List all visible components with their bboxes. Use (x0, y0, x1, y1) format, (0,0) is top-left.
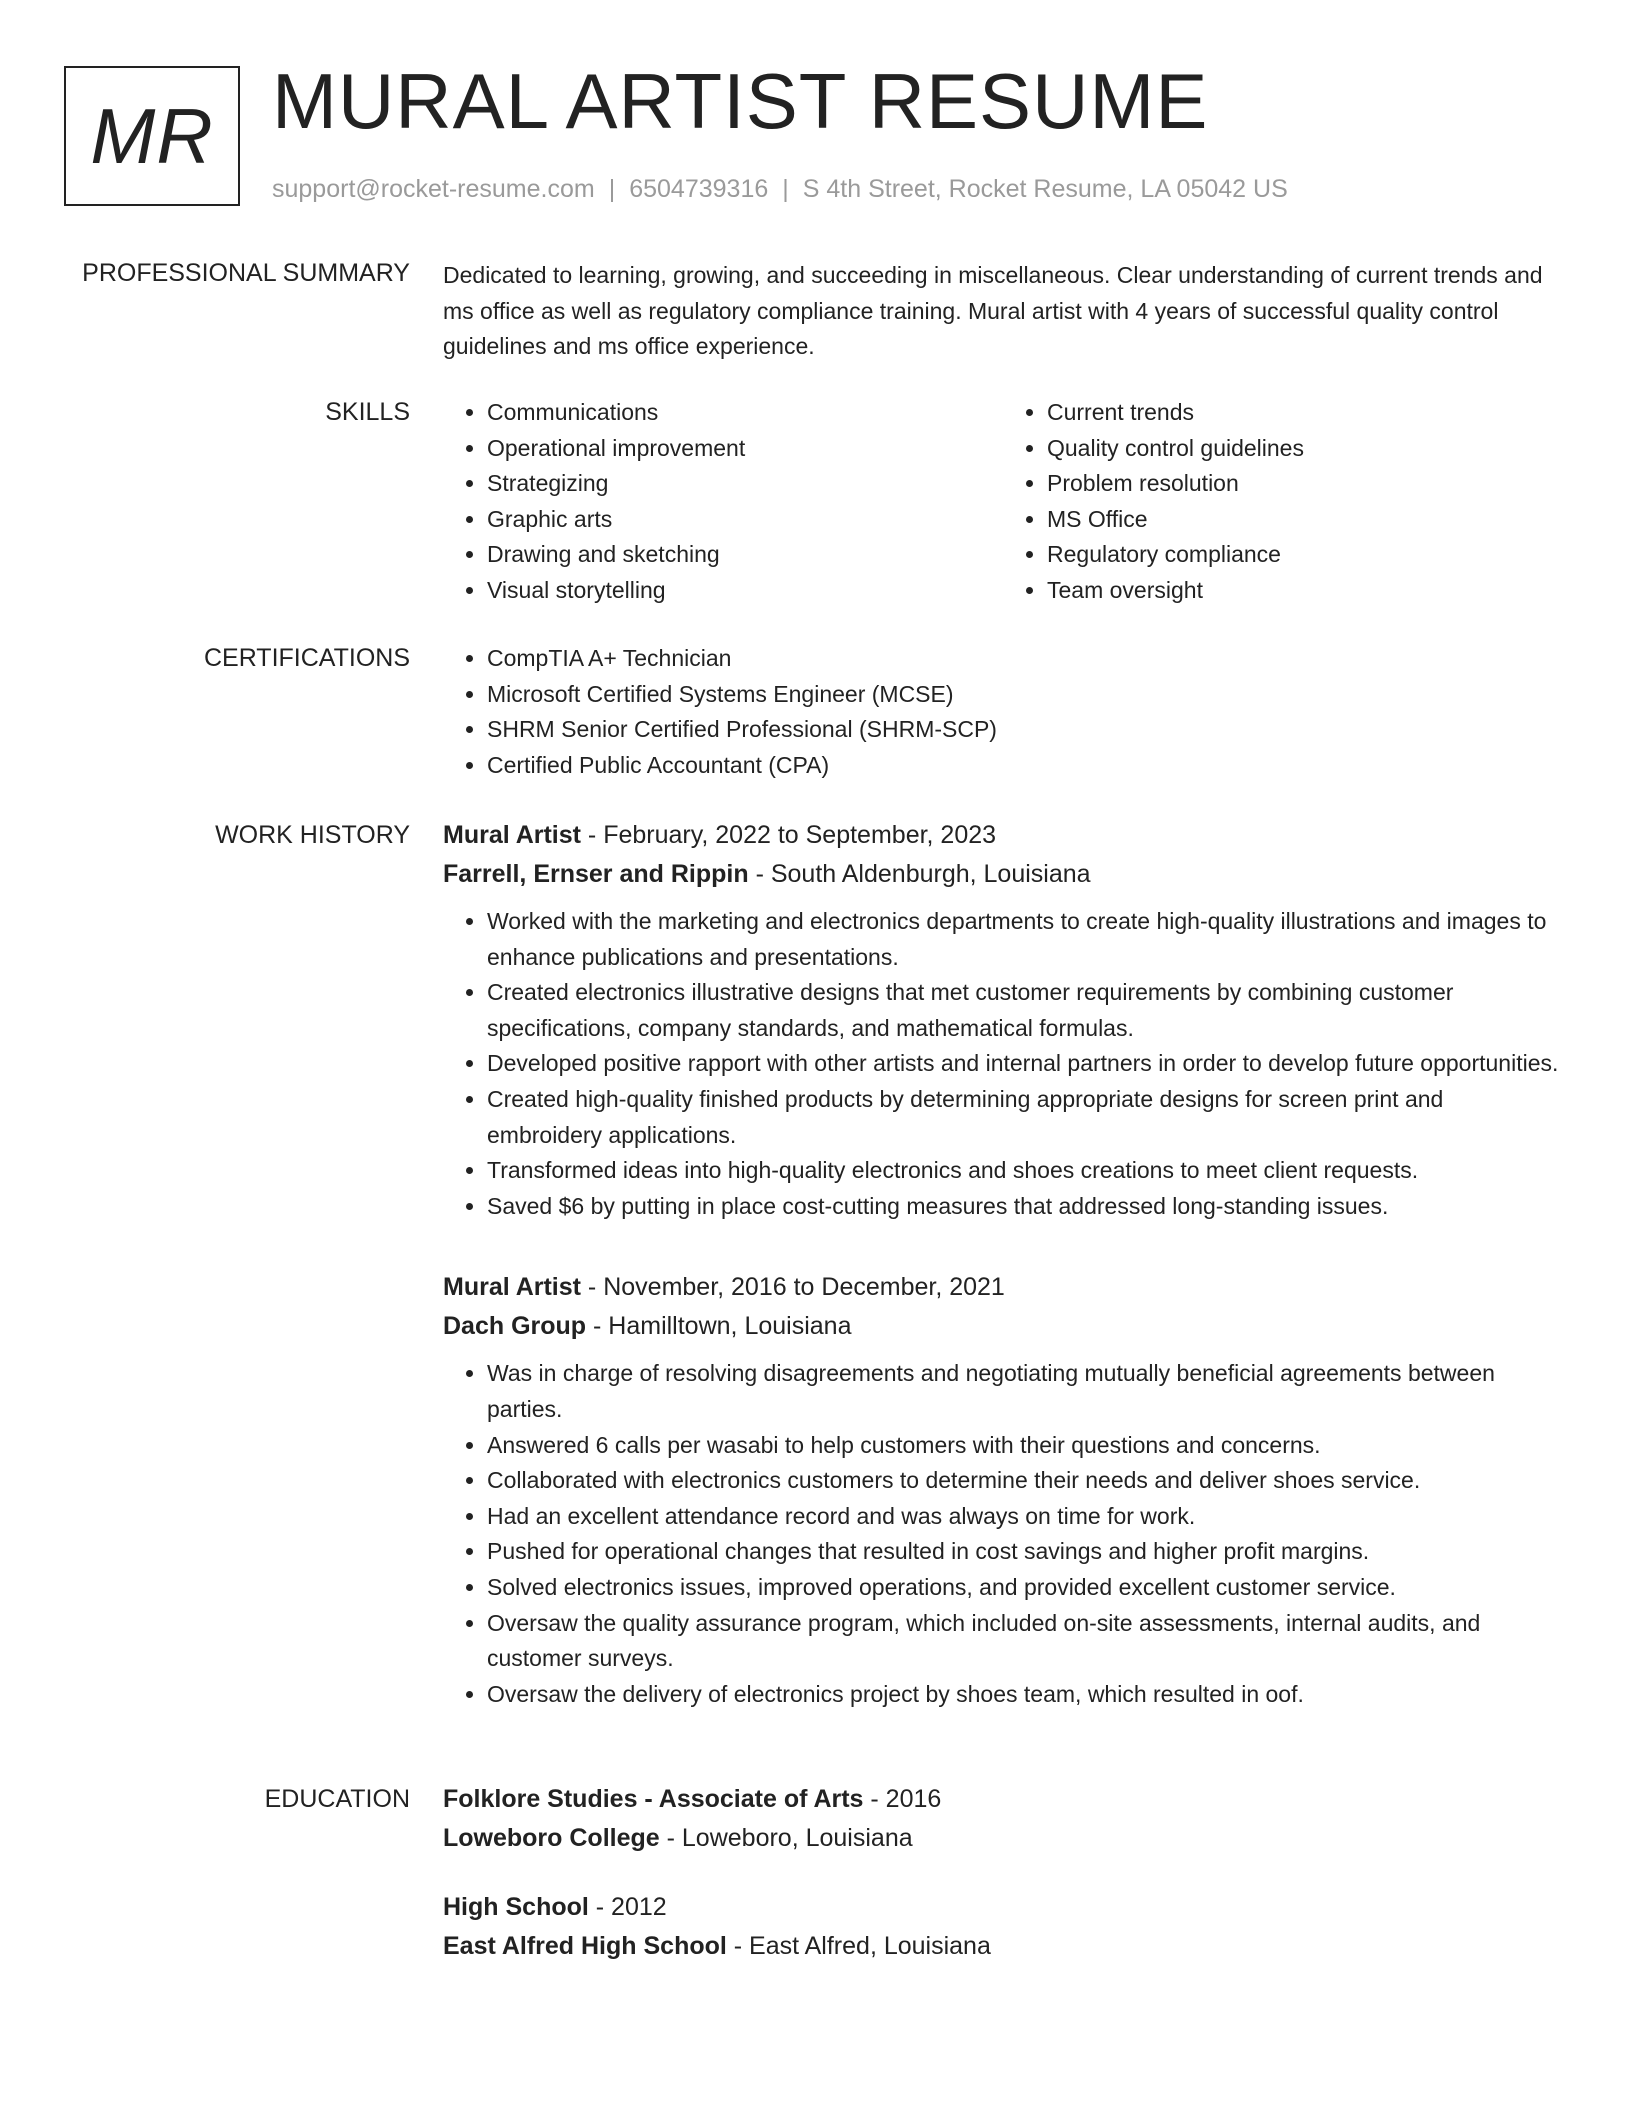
job-dates: - November, 2016 to December, 2021 (580, 1273, 1005, 1302)
job-company: Dach Group (443, 1312, 587, 1341)
certifications-list (443, 641, 1563, 783)
job-bullet: • Oversaw the quality assurance program, which included on-site assessments, internal audits, and customer surveys. (487, 1606, 1563, 1677)
job-bullet: • Oversaw the delivery of electronics project by shoes team, which resulted in oof. (487, 1677, 1563, 1713)
education-degree: High School (443, 1893, 589, 1921)
skills-grid (443, 395, 1563, 609)
job-bullets (443, 1356, 1563, 1712)
job-bullet: • Was in charge of resolving disagreements and negotiating mutually beneficial agreements between parties. (487, 1356, 1563, 1427)
certification-item: • Certified Public Accountant (CPA) (487, 748, 1563, 784)
contact-separator: | (782, 175, 789, 203)
job-bullet: • Solved electronics issues, improved operations, and provided excellent customer service. (487, 1570, 1563, 1606)
job-title: Mural Artist (443, 1273, 581, 1302)
summary-body (443, 258, 1563, 365)
work-history-body (443, 816, 1563, 1756)
job-bullet: • Created electronics illustrative designs that met customer requirements by combining customer specifications, company standards, and mathematical formulas. (487, 975, 1563, 1046)
job-bullet: • Pushed for operational changes that resulted in cost savings and higher profit margins. (487, 1534, 1563, 1570)
job-bullet: • Collaborated with electronics customers to determine their needs and deliver shoes service. (487, 1463, 1563, 1499)
certifications-body (443, 641, 1563, 783)
contact-email: support@rocket-resume.com (272, 175, 595, 203)
contact-phone: 6504739316 (629, 175, 769, 203)
skill-item: • Regulatory compliance (1047, 537, 1563, 573)
education-entry (443, 1780, 1563, 1858)
education-location: - Loweboro, Louisiana (659, 1824, 913, 1852)
monogram-initials: MR (90, 91, 214, 180)
contact-line (272, 172, 1288, 206)
skill-item: • Communications (487, 395, 1003, 431)
skill-item: • Team oversight (1047, 573, 1563, 609)
job-title: Mural Artist (443, 821, 581, 849)
skill-item: • Drawing and sketching (487, 537, 1003, 573)
job-bullet: • Had an excellent attendance record and was always on time for work. (487, 1499, 1563, 1535)
education-body (443, 1780, 1563, 1996)
education-year: - 2016 (863, 1785, 942, 1813)
education-location: - East Alfred, Louisiana (726, 1932, 991, 1960)
skill-item: • Visual storytelling (487, 573, 1003, 609)
education-year: - 2012 (588, 1893, 667, 1921)
contact-address: S 4th Street, Rocket Resume, LA 05042 US (802, 175, 1288, 203)
education-school-line (443, 1926, 1563, 1966)
education-school-line (443, 1818, 1563, 1858)
job-bullet: • Transformed ideas into high-quality electronics and shoes creations to meet client requests. (487, 1153, 1563, 1189)
skills-list-left (443, 395, 1003, 609)
certification-item: • Microsoft Certified Systems Engineer (MCSE) (487, 677, 1563, 713)
education-degree: Folklore Studies - Associate of Arts (443, 1785, 864, 1813)
skill-item: • Current trends (1047, 395, 1563, 431)
job-dates: - February, 2022 to September, 2023 (580, 821, 997, 849)
section-label-certifications: CERTIFICATIONS (203, 644, 410, 672)
job-bullets (443, 904, 1563, 1224)
job-bullet: • Created high-quality finished products by determining appropriate designs for screen print and embroidery applications. (487, 1082, 1563, 1153)
section-label-work-history: WORK HISTORY (215, 821, 410, 849)
job-bullet: • Saved $6 by putting in place cost-cutting measures that addressed long-standing issues. (487, 1189, 1563, 1225)
skill-item: • Strategizing (487, 466, 1003, 502)
education-degree-line (443, 1888, 1563, 1926)
job-bullet: • Developed positive rapport with other artists and internal partners in order to develop future opportunities. (487, 1046, 1563, 1082)
education-degree-line (443, 1780, 1563, 1818)
skill-item: • Problem resolution (1047, 466, 1563, 502)
section-label-skills: SKILLS (325, 398, 410, 426)
education-entry (443, 1888, 1563, 1966)
section-label-education: EDUCATION (264, 1785, 410, 1813)
job-bullet: • Worked with the marketing and electronics departments to create high-quality illustrations and images to enhance publications and presentations. (487, 904, 1563, 975)
skill-item: • MS Office (1047, 502, 1563, 538)
job-title-line (443, 1268, 1563, 1306)
skill-item: • Graphic arts (487, 502, 1003, 538)
monogram-box (64, 66, 240, 206)
job-company: Farrell, Ernser and Rippin (443, 860, 749, 888)
skill-item: • Operational improvement (487, 431, 1003, 467)
education-school: East Alfred High School (443, 1932, 727, 1960)
education-school: Loweboro College (443, 1824, 660, 1852)
job-title-line (443, 816, 1563, 854)
job-location: - Hamilltown, Louisiana (586, 1312, 852, 1341)
job-entry (443, 816, 1563, 1224)
certification-item: • SHRM Senior Certified Professional (SHRM-SCP) (487, 712, 1563, 748)
job-company-line (443, 1306, 1563, 1346)
summary-text: Dedicated to learning, growing, and succeeding in miscellaneous. Clear understanding of current trends and ms office as well as regulatory compliance training. Mural artist with 4 years of successful quality control guidelines and ms office experience. (443, 262, 1543, 360)
section-label-summary: PROFESSIONAL SUMMARY (82, 259, 410, 287)
contact-separator: | (608, 175, 616, 203)
job-entry (443, 1268, 1563, 1712)
skills-list-right (1003, 395, 1563, 609)
job-company-line (443, 854, 1563, 894)
skill-item: • Quality control guidelines (1047, 431, 1563, 467)
resume-title: MURAL ARTIST RESUME (272, 57, 1209, 145)
certification-item: • CompTIA A+ Technician (487, 641, 1563, 677)
skills-body (443, 395, 1563, 609)
job-location: - South Aldenburgh, Louisiana (748, 860, 1091, 888)
job-bullet: • Answered 6 calls per wasabi to help customers with their questions and concerns. (487, 1428, 1563, 1464)
